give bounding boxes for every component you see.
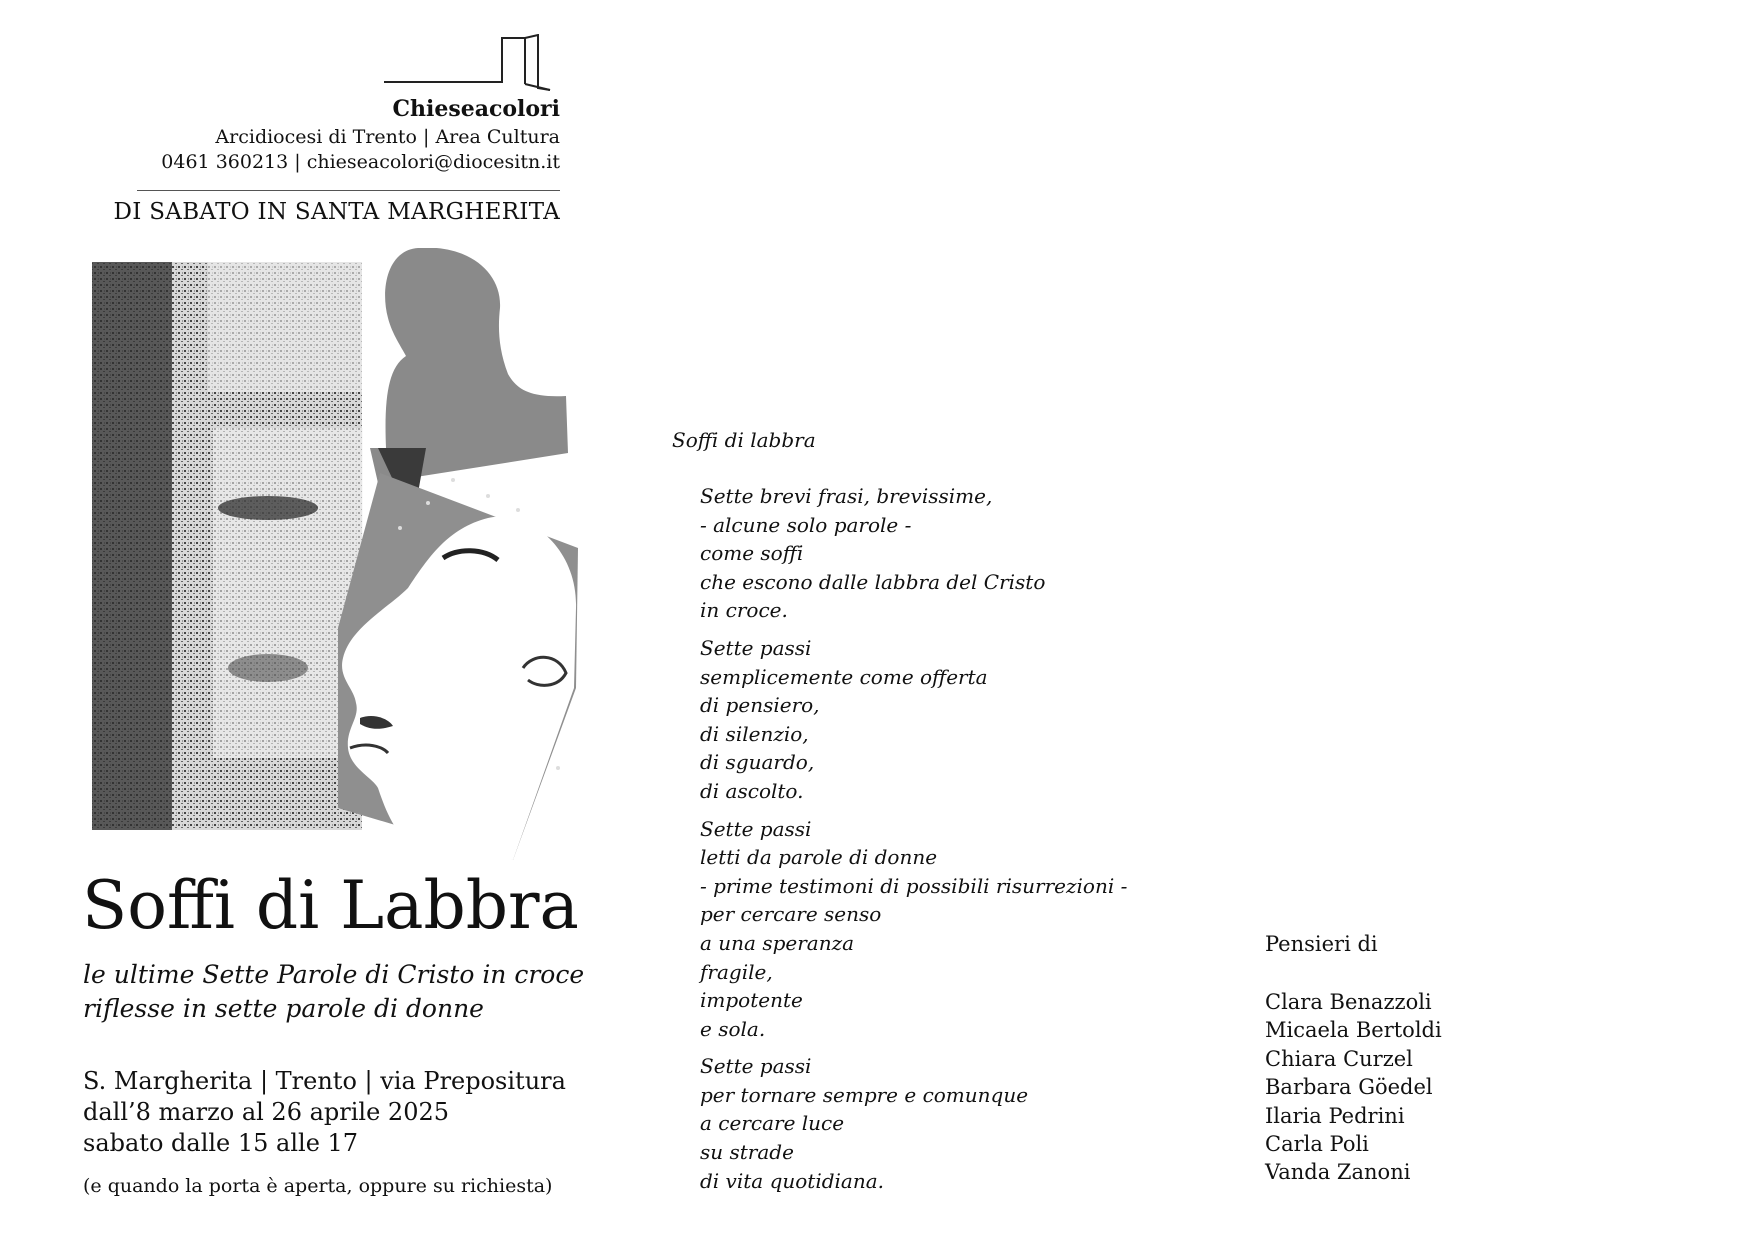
poem-line: di sguardo, — [700, 750, 815, 775]
series-title: DI SABATO IN SANTA MARGHERITA — [113, 199, 560, 225]
poem-line: Sette passi — [700, 816, 812, 841]
event-hours: sabato dalle 15 alle 17 — [83, 1129, 359, 1157]
poem-line: di vita quotidiana. — [700, 1168, 885, 1193]
author-name: Chiara Curzel — [1265, 1046, 1413, 1071]
author-name: Barbara Göedel — [1265, 1075, 1433, 1100]
event-subtitle-line1: le ultime Sette Parole di Cristo in croce — [83, 960, 585, 989]
poem-line: Sette passi — [700, 1054, 812, 1079]
poem-line: e sola. — [700, 1016, 766, 1041]
poem-line: che escono dalle labbra del Cristo — [700, 569, 1046, 594]
poem-line: Sette brevi frasi, brevissime, — [700, 484, 993, 508]
poem-line: - prime testimoni di possibili risurrezioni - — [700, 873, 1128, 898]
poem-line: letti da parole di donne — [700, 845, 938, 870]
event-dates: dall’8 marzo al 26 aprile 2025 — [83, 1098, 449, 1126]
org-contact: 0461 360213 | chieseacolori@diocesitn.it — [161, 151, 560, 173]
poem-line: impotente — [700, 988, 803, 1013]
event-note: (e quando la porta è aperta, oppure su richiesta) — [83, 1175, 553, 1197]
poem-line: per tornare sempre e comunque — [700, 1082, 1029, 1107]
event-title: Soffi di Labbra — [82, 867, 579, 944]
poem-line: di silenzio, — [700, 721, 809, 746]
poem-line: - alcune solo parole - — [700, 512, 912, 537]
author-name: Ilaria Pedrini — [1265, 1103, 1405, 1128]
poem-line: di pensiero, — [700, 693, 820, 718]
author-name: Vanda Zanoni — [1265, 1160, 1411, 1185]
poem-line: Sette passi — [700, 635, 812, 660]
poem-stanza — [700, 482, 1127, 625]
poem-line: fragile, — [700, 959, 773, 984]
event-location: S. Margherita | Trento | via Prepositura — [83, 1067, 566, 1095]
poem-line: di ascolto. — [700, 778, 804, 803]
poem-line: in croce. — [700, 598, 788, 623]
poem-stanza — [700, 634, 1127, 806]
poem-line: a cercare luce — [700, 1111, 845, 1136]
poem-line: semplicemente come offerta — [700, 664, 988, 689]
poem-body — [700, 482, 1127, 1204]
credits-heading: Pensieri di — [1265, 932, 1378, 956]
poem-title: Soffi di labbra — [672, 428, 816, 452]
author-name: Clara Benazzoli — [1265, 990, 1432, 1014]
org-subtitle: Arcidiocesi di Trento | Area Cultura — [215, 126, 560, 148]
poem-stanza — [700, 815, 1127, 1044]
poem-line: su strade — [700, 1140, 794, 1165]
header-divider — [137, 190, 560, 191]
poem-line: a una speranza — [700, 930, 855, 955]
poem-line: per cercare senso — [700, 902, 882, 927]
poster-artwork — [88, 248, 590, 860]
poem-line: come soffi — [700, 541, 804, 566]
author-name: Micaela Bertoldi — [1265, 1018, 1442, 1043]
author-name: Carla Poli — [1265, 1132, 1369, 1157]
org-name: Chieseacolori — [392, 96, 560, 122]
event-subtitle-line2: riflesse in sette parole di donne — [83, 994, 484, 1023]
authors-list — [1265, 988, 1442, 1187]
chieseacolori-logo — [380, 34, 560, 94]
poem-stanza — [700, 1052, 1127, 1195]
